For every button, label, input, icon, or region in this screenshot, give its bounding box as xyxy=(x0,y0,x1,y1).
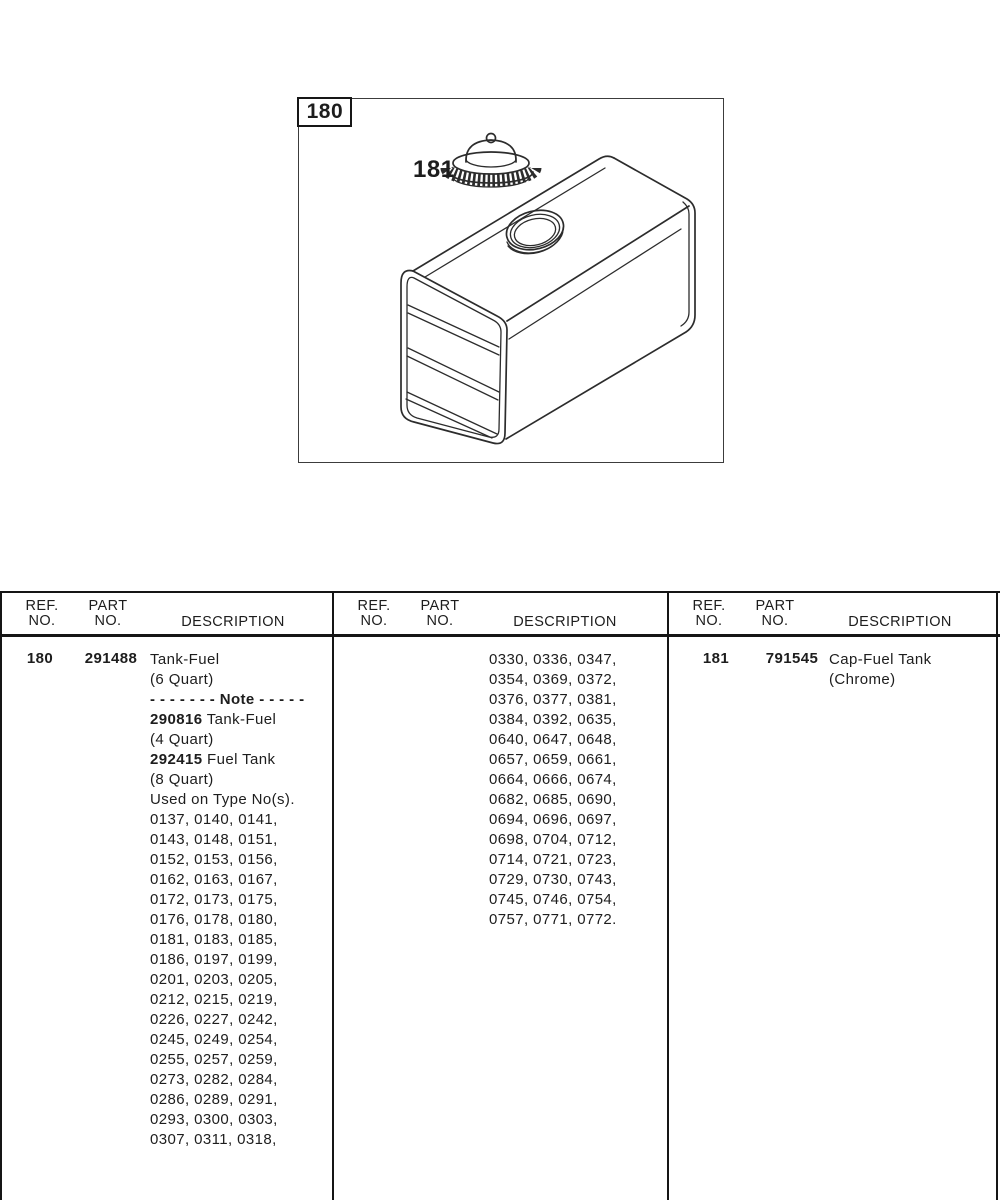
description-line: 292415 Fuel Tank xyxy=(150,751,276,768)
description-lines xyxy=(829,650,992,690)
description-line: 0354, 0369, 0372, xyxy=(489,671,617,688)
description-line: 0376, 0377, 0381, xyxy=(489,691,617,708)
description-line: 0657, 0659, 0661, xyxy=(489,751,617,768)
description-line: 0172, 0173, 0175, xyxy=(150,891,278,908)
description-line: (Chrome) xyxy=(829,671,896,688)
description-line: 0226, 0227, 0242, xyxy=(150,1011,278,1028)
description-line: 0152, 0153, 0156, xyxy=(150,851,278,868)
tank-straps xyxy=(406,305,499,438)
ref-no-header: REF. NO. xyxy=(357,598,391,629)
ref-no-header: REF. NO. xyxy=(692,598,726,629)
description-header: DESCRIPTION xyxy=(848,614,952,630)
description-line: 0307, 0311, 0318, xyxy=(150,1131,277,1148)
description-line: 0255, 0257, 0259, xyxy=(150,1051,278,1068)
fuel-tank-body-drawing xyxy=(401,156,695,443)
description-line: 0293, 0300, 0303, xyxy=(150,1111,278,1128)
description-line: Used on Type No(s). xyxy=(150,791,295,808)
parts-table-group-2 xyxy=(334,591,667,1200)
ref-no-value: 181 xyxy=(702,650,730,667)
description-line: 0201, 0203, 0205, xyxy=(150,971,278,988)
description-line: 290816 Tank-Fuel xyxy=(150,711,277,728)
description-line: (8 Quart) xyxy=(150,771,214,788)
description-line: 0664, 0666, 0674, xyxy=(489,771,617,788)
description-header: DESCRIPTION xyxy=(513,614,617,630)
description-line: 0745, 0746, 0754, xyxy=(489,891,617,908)
description-line: 0143, 0148, 0151, xyxy=(150,831,278,848)
description-lines xyxy=(150,650,328,1150)
description-line: 0137, 0140, 0141, xyxy=(150,811,278,828)
description-line: Tank-Fuel xyxy=(150,651,220,668)
description-line: 0698, 0704, 0712, xyxy=(489,831,617,848)
part-no-value: 291488 xyxy=(84,650,138,667)
description-line: 0245, 0249, 0254, xyxy=(150,1031,278,1048)
description-lines xyxy=(489,650,663,930)
description-line: 0186, 0197, 0199, xyxy=(150,951,278,968)
figure-box xyxy=(298,98,724,463)
part-no-header: PART NO. xyxy=(420,598,460,629)
description-line: 0273, 0282, 0284, xyxy=(150,1071,278,1088)
ref-no-value: 180 xyxy=(26,650,54,667)
description-line: 0757, 0771, 0772. xyxy=(489,911,617,928)
description-line: (6 Quart) xyxy=(150,671,214,688)
ref-no-header: REF. NO. xyxy=(25,598,59,629)
figure-ref-badge: 180 xyxy=(297,97,352,127)
description-line: 0286, 0289, 0291, xyxy=(150,1091,278,1108)
part-no-value: 791545 xyxy=(765,650,819,667)
description-line: 0176, 0178, 0180, xyxy=(150,911,278,928)
description-header: DESCRIPTION xyxy=(181,614,285,630)
fuel-tank-illustration xyxy=(299,99,725,464)
parts-table-group-1 xyxy=(2,591,332,1200)
description-line: 0384, 0392, 0635, xyxy=(489,711,617,728)
description-line: - - - - - - - Note - - - - - xyxy=(150,691,305,708)
cap-ref-label: 181 xyxy=(413,156,455,183)
description-line: 0330, 0336, 0347, xyxy=(489,651,617,668)
description-line: (4 Quart) xyxy=(150,731,214,748)
description-line: 0162, 0163, 0167, xyxy=(150,871,278,888)
description-line: 0729, 0730, 0743, xyxy=(489,871,617,888)
description-line: Cap-Fuel Tank xyxy=(829,651,932,668)
table-right-border xyxy=(996,591,998,1200)
part-no-header: PART NO. xyxy=(88,598,128,629)
description-line: 0694, 0696, 0697, xyxy=(489,811,617,828)
parts-table-group-3 xyxy=(669,591,996,1200)
part-no-header: PART NO. xyxy=(755,598,795,629)
description-line: 0682, 0685, 0690, xyxy=(489,791,617,808)
description-line: 0640, 0647, 0648, xyxy=(489,731,617,748)
description-line: 0212, 0215, 0219, xyxy=(150,991,278,1008)
description-line: 0714, 0721, 0723, xyxy=(489,851,617,868)
description-line: 0181, 0183, 0185, xyxy=(150,931,278,948)
